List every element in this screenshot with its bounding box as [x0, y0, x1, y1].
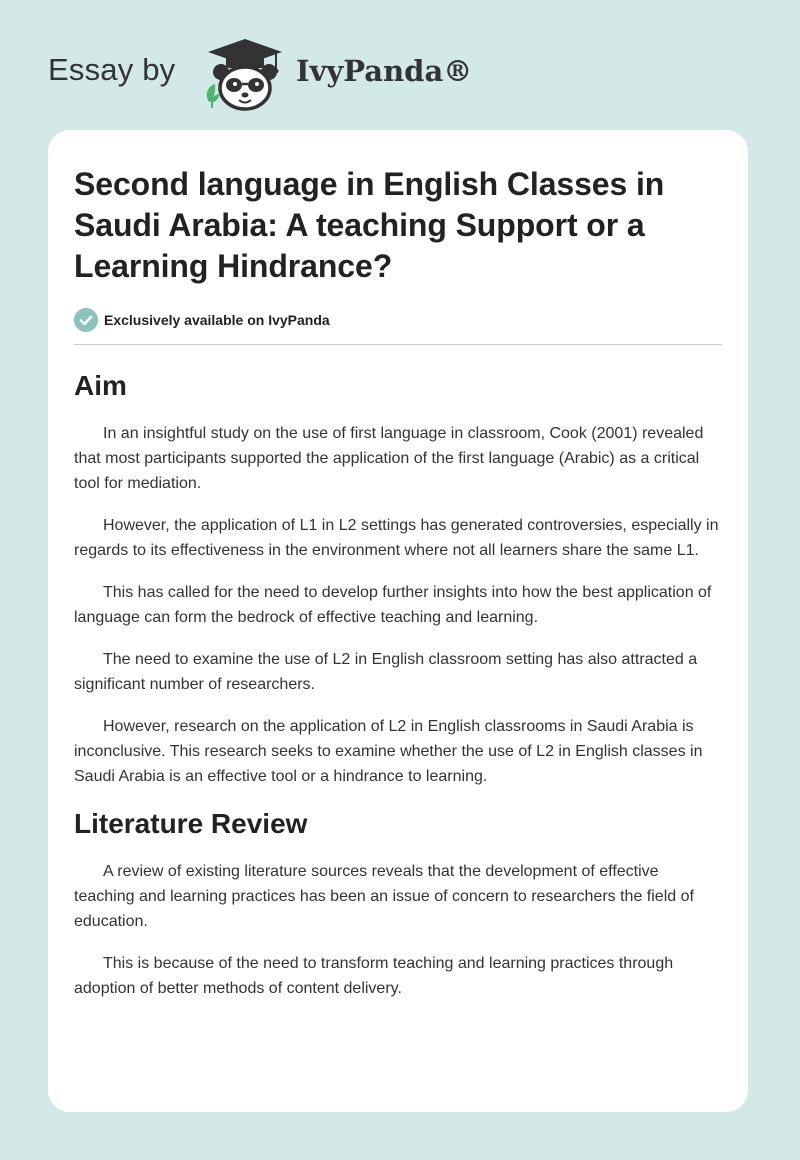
- section-aim: [74, 369, 722, 789]
- paragraph: However, the application of L1 in L2 settings has generated controversies, especially in regards to its effectiveness in the environment where not all learners share the same L1.: [74, 517, 719, 559]
- paragraph: In an insightful study on the use of first language in classroom, Cook (2001) revealed that most participants supported the application of the first language (Arabic) as a critical tool for mediation.: [74, 425, 704, 492]
- essay-card: [48, 130, 748, 1112]
- paragraph: However, research on the application of L2 in English classrooms in Saudi Arabia is inconclusive. This research seeks to examine whether the use of L2 in English classes in Saudi Arabia is an effective tool or a hindrance to learning.: [74, 718, 703, 785]
- check-circle-icon: [74, 308, 98, 332]
- paragraph: The need to examine the use of L2 in English classroom setting has also attracted a significant number of researchers.: [74, 651, 698, 693]
- exclusive-badge: [74, 307, 722, 333]
- site-header: [48, 34, 508, 114]
- exclusive-label: Exclusively available on IvyPanda: [104, 312, 330, 328]
- panda-graduate-icon[interactable]: [200, 36, 290, 112]
- paragraph: A review of existing literature sources reveals that the development of effective teaching and learning practices has been an issue of concern to researchers the field of education.: [74, 863, 694, 930]
- page-title: Second language in English Classes in Saudi Arabia: A teaching Support or a Learning Hindrance?: [74, 166, 665, 284]
- section-heading: Aim: [74, 370, 127, 401]
- essay-by-label: Essay by: [48, 52, 176, 87]
- section-literature-review: [74, 807, 722, 1001]
- paragraph: This has called for the need to develop further insights into how the best application of language can form the bedrock of effective teaching and learning.: [74, 584, 712, 626]
- title-divider: [74, 344, 722, 345]
- paragraph: This is because of the need to transform teaching and learning practices through adoption of better methods of content delivery.: [74, 955, 674, 997]
- section-heading: Literature Review: [74, 808, 308, 839]
- brand-name[interactable]: IvyPanda®: [296, 54, 473, 88]
